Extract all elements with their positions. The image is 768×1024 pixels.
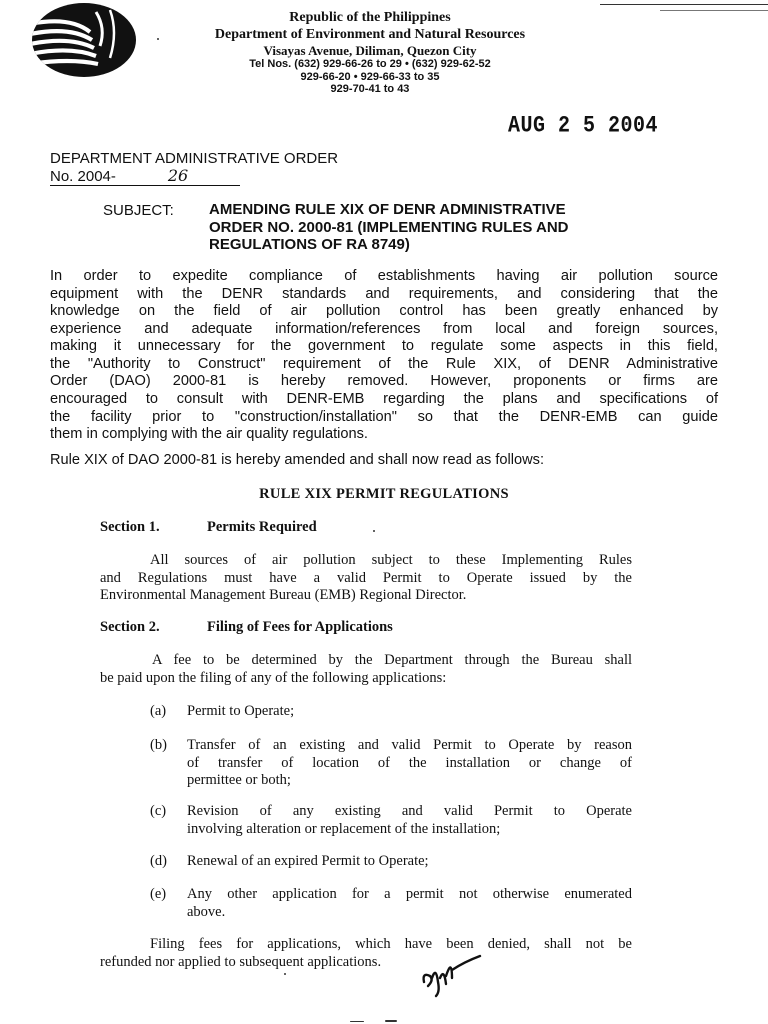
scan-speck (373, 530, 375, 532)
intro-line: encouraged to consult with DENR-EMB regarding the plans and specifications of (50, 391, 718, 408)
section-2-closing-line: Filing fees for applications, which have been denied, shall not be (150, 936, 632, 952)
intro-line: Order (DAO) 2000-81 is hereby removed. However, proponents or firms are (50, 373, 718, 390)
scan-speck (157, 38, 159, 40)
date-stamp: AUG 2 5 2004 (508, 113, 659, 140)
subject-line-1: AMENDING RULE XIX OF DENR ADMINISTRATIVE (209, 201, 566, 218)
section-2-heading (100, 619, 393, 636)
letterhead-department: Department of Environment and Natural Resources (214, 26, 526, 42)
intro-line: experience and adequate information/references from local and foreign sources, (50, 320, 718, 337)
list-item-line: Any other application for a permit not otherwise enumerated (187, 886, 632, 902)
list-item-line: of transfer of location of the installation or change of (187, 754, 632, 771)
letterhead-tel-2: 929-66-20 • 929-66-33 to 35 (300, 70, 440, 83)
list-item-line: Permit to Operate; (187, 703, 295, 719)
list-item-line: involving alteration or replacement of the installation; (187, 820, 501, 837)
amend-statement-text: Rule XIX of DAO 2000-81 is hereby amended and shall now read as follows: (50, 452, 545, 468)
list-item-line: above. (187, 903, 226, 920)
list-item-label: (d) (150, 853, 167, 869)
initials-signature (418, 948, 482, 998)
intro-line: the facility prior to "construction/installation" so that the DENR-EMB can guide (50, 408, 718, 425)
subject-text (209, 201, 659, 254)
subject-label: SUBJECT: (103, 202, 174, 219)
letterhead-tel-3: 929-70-41 to 43 (330, 82, 410, 95)
intro-paragraph (50, 268, 718, 444)
section-1-heading (100, 519, 317, 536)
order-title: DEPARTMENT ADMINISTRATIVE ORDER (50, 150, 339, 167)
order-number-label: No. 2004- (50, 168, 116, 185)
letterhead-address: Visayas Avenue, Diliman, Quezon City (263, 43, 477, 59)
section-1-line: and Regulations must have a valid Permit to Operate issued by the (100, 569, 632, 586)
order-number-handwritten: 26 (167, 166, 189, 185)
top-edge-line-2 (660, 10, 768, 11)
amend-statement (50, 452, 718, 470)
intro-line: equipment with the DENR standards and requirements, and considering that the (50, 285, 718, 302)
list-item-label: (a) (150, 703, 167, 719)
denr-logo (30, 2, 138, 78)
scan-speck (350, 1021, 364, 1022)
list-item-label: (c) (150, 803, 167, 819)
order-number-field (50, 168, 240, 186)
scan-speck (385, 1020, 397, 1022)
section-2-closing (100, 936, 632, 971)
list-item-line: permittee or both; (187, 772, 291, 789)
letterhead-republic: Republic of the Philippines (289, 10, 451, 25)
section-2-intro (100, 652, 632, 687)
intro-line: the "Authority to Construct" requirement of the Rule XIX, of DENR Administrative (50, 355, 718, 372)
letterhead (150, 10, 590, 95)
section-1-body (100, 552, 632, 605)
section-1-title: Permits Required (207, 519, 317, 535)
section-1-line: All sources of air pollution subject to these Implementing Rules (150, 552, 632, 568)
list-item-line: Revision of any existing and valid Permit to Operate (187, 803, 632, 819)
section-2-intro-line: A fee to be determined by the Department through the Bureau shall (152, 652, 632, 668)
intro-line: knowledge on the field of air pollution control has been greatly enhanced by (50, 303, 718, 320)
order-number (50, 168, 240, 186)
list-item-label: (e) (150, 886, 167, 902)
letterhead-tel-1: Tel Nos. (632) 929-66-26 to 29 • (632) 929-62-52 (249, 58, 491, 71)
list-item-label: (b) (150, 737, 167, 753)
intro-line: making it unnecessary for the government to regulate some aspects in this field, (50, 338, 718, 355)
section-2-number: Section 2. (100, 619, 160, 635)
intro-line: In order to expedite compliance of establishments having air pollution source (50, 268, 718, 284)
subject-line-2: ORDER NO. 2000-81 (IMPLEMENTING RULES AND (209, 218, 569, 236)
rule-title: RULE XIX PERMIT REGULATIONS (259, 486, 509, 502)
scan-speck (284, 973, 286, 975)
section-2-intro-line: be paid upon the filing of any of the following applications: (100, 669, 447, 686)
section-1-number: Section 1. (100, 519, 160, 535)
list-item-line: Transfer of an existing and valid Permit to Operate by reason (187, 737, 632, 753)
section-1-line: Environmental Management Bureau (EMB) Regional Director. (100, 587, 467, 604)
subject-line-3: REGULATIONS OF RA 8749) (209, 236, 410, 254)
list-item-line: Renewal of an expired Permit to Operate; (187, 853, 429, 869)
section-2-title: Filing of Fees for Applications (207, 619, 393, 635)
intro-line: them in complying with the air quality regulations. (50, 426, 368, 443)
section-2-closing-line: refunded nor applied to subsequent applications. (100, 953, 382, 970)
top-edge-line (600, 4, 768, 5)
